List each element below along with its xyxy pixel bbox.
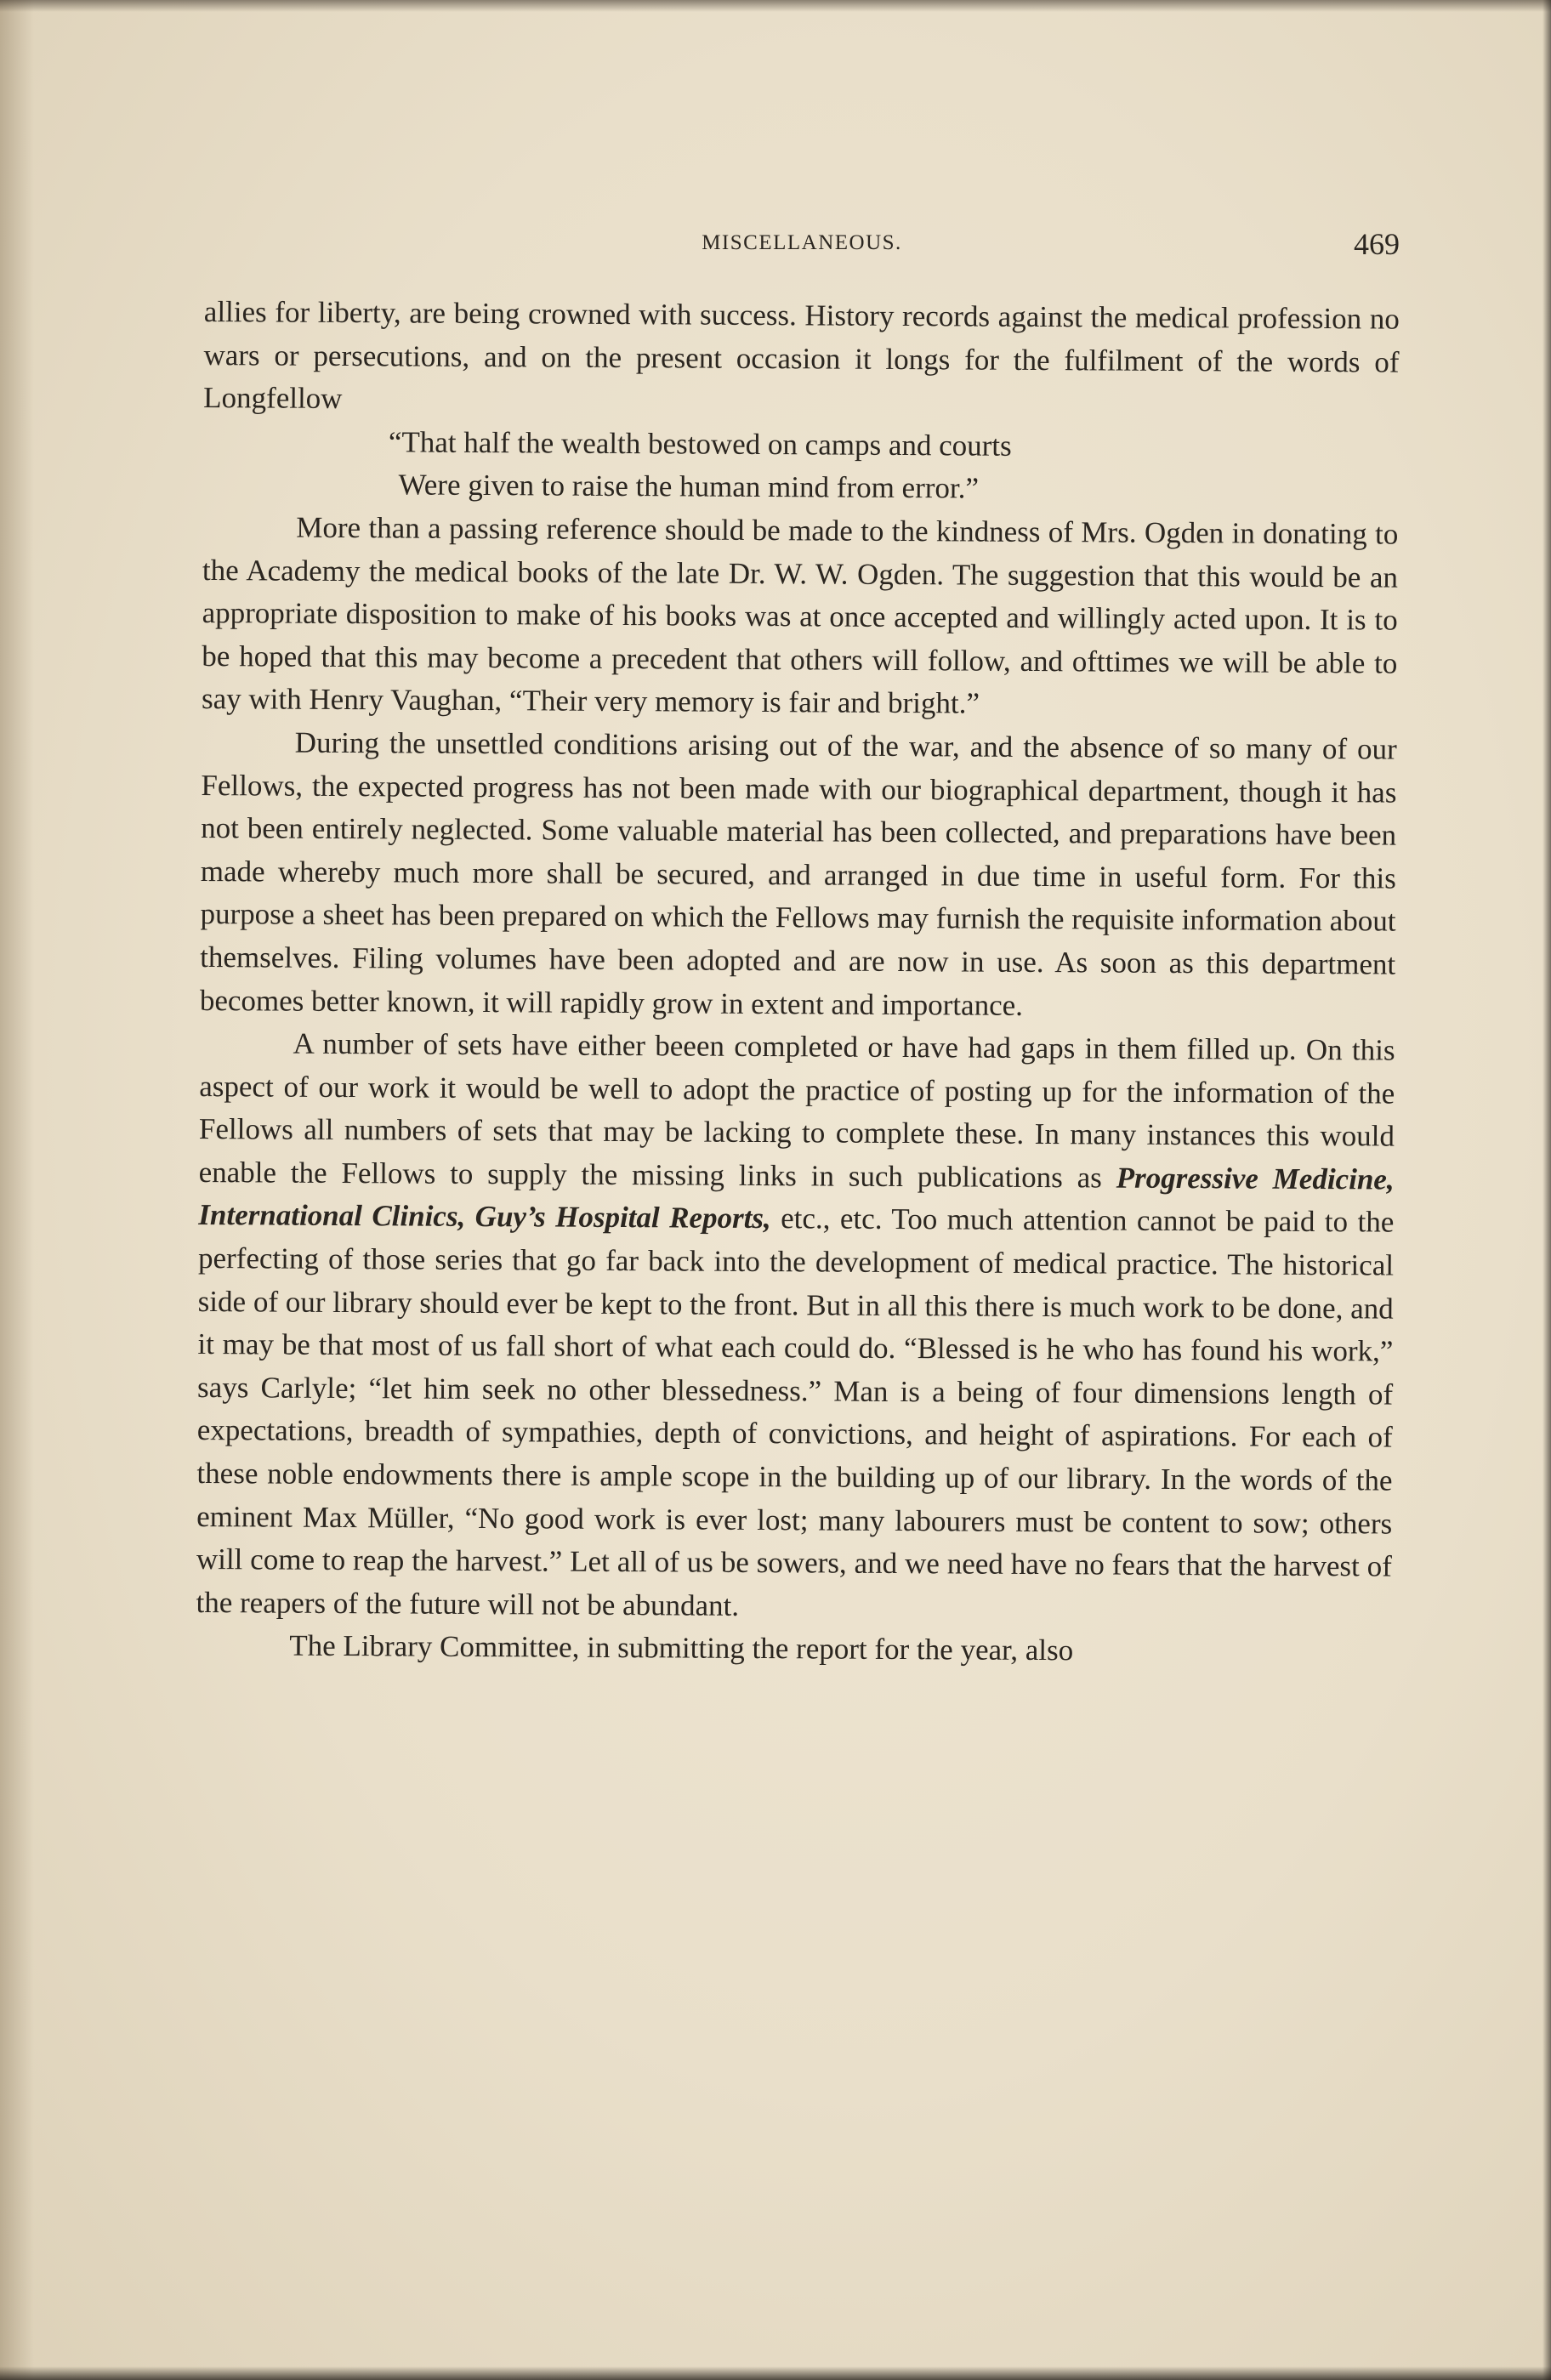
running-head: MISCELLANEOUS. (702, 231, 902, 254)
body-text (196, 291, 1400, 1675)
top-edge-shadow (0, 0, 1551, 12)
page-header (204, 223, 1400, 274)
publication-titles: Progressive Medicine, International Clinics, Guy’s Hospital Reports, (198, 1161, 1395, 1235)
gutter-shadow (0, 0, 34, 2380)
paragraph-text: A number of sets have either beeen completed or have had gaps in them filled up. On this aspect of our work it would be well to adopt the practice of posting up for the information of the Fellows all numbers of sets that may be lacking to complete these. In many instances this would enable the Fellows to supply the missing links in such publications as (198, 1026, 1395, 1195)
paragraph: More than a passing reference should be made to the kindness of Mrs. Ogden in donating to the Academy the medical books of the late Dr. W. W. Ogden. The suggestion that this would be an appropriate disposition to make of his books was at once accepted and willingly acted upon. It is to be hoped that this may become a precedent that others will follow, and ofttimes we will be able to say with Henry Vaughan, “Their very memory is fair and bright.” (201, 510, 1399, 720)
paragraph: During the unsettled conditions arising out of the war, and the absence of so many of our Fellows, the expected progress has not been made with our biographical department, though it has not been entirely neglected. Some valuable material has been collected, and preparations have been made whereby much more shall be secured, and arranged in due time in useful form. For this purpose a sheet has been prepared on which the Fellows may furnish the requisite information about themselves. Filing volumes have been adopted and are now in use. As soon as this department becomes better known, it will rapidly grow in extent and importance. (199, 725, 1397, 1022)
paragraph-text: etc., etc. Too much attention cannot be paid to the perfecting of those series that go far back into the development of medical practice. The historical side of our library should ever be kept to the front. But in all this there is much work to be done, and it may be that most of us fall short of what each could do. “Blessed is he who has found his work,” says Carlyle; “let him seek no other blessedness.” Man is a being of four dimensions length of expectations, breadth of sympathies, depth of convictions, and height of aspirations. For each of these noble endowments there is ample scope in the building up of our library. In the words of the eminent Max Müller, “No good work is ever lost; many labourers must be content to sow; others will come to reap the harvest.” Let all of us be sowers, and we need have no fears that the harvest of the reapers of the future will not be abundant. (196, 1201, 1395, 1622)
paragraph: The Library Committee, in submitting the report for the year, also (289, 1629, 1074, 1667)
poem-quote (202, 420, 1399, 514)
paragraph (196, 1022, 1395, 1632)
poem-line: “That half the wealth bestowed on camps and courts (388, 425, 1012, 463)
poem-line: Were given to raise the human mind from error.” (398, 468, 980, 505)
page-number: 469 (1354, 227, 1400, 261)
bottom-edge-shadow (0, 2366, 1551, 2380)
paragraph-continuation: allies for liberty, are being crowned with success. History records against the medical profession no wars or persecutions, and on the present occasion it longs for the fulfilment of the words of Longfellow (203, 294, 1400, 416)
right-edge-shadow (1542, 0, 1551, 2380)
